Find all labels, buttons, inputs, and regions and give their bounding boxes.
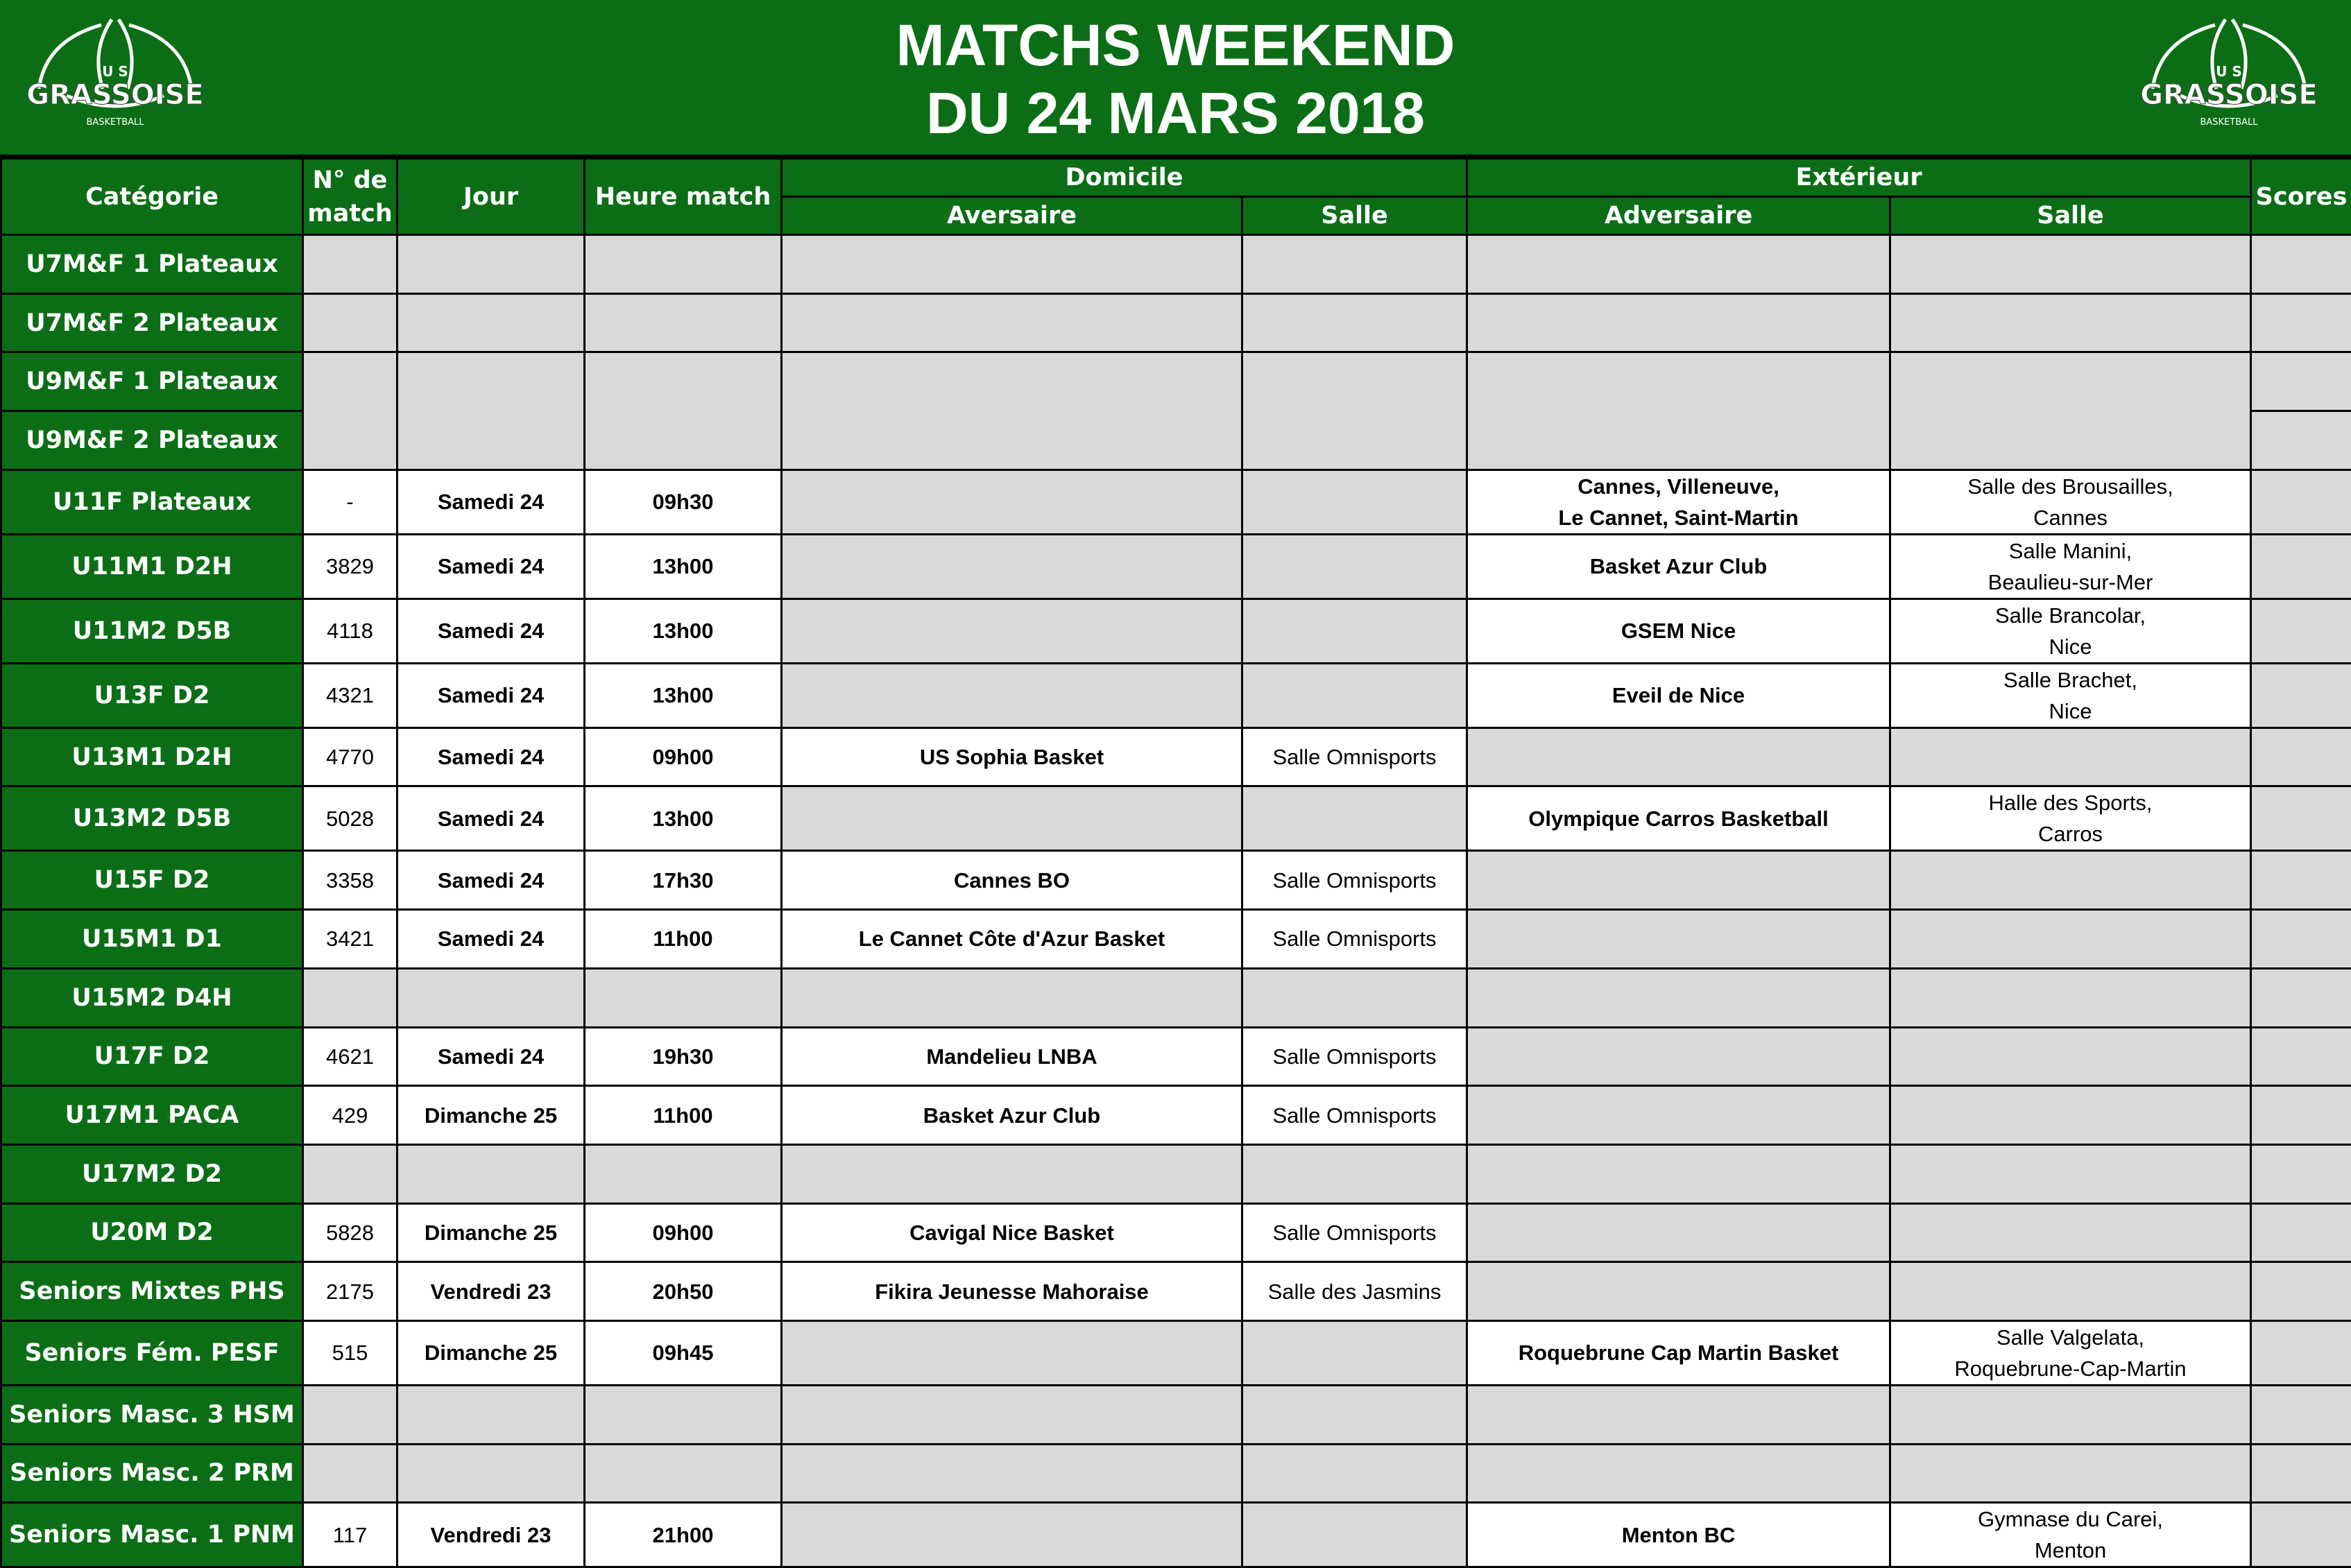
cell-heure: 13h00 bbox=[585, 598, 782, 663]
cell-ext-salle bbox=[1890, 1086, 2251, 1145]
cell-ext-adversaire bbox=[1467, 1144, 1890, 1203]
cell-num-match: 4621 bbox=[303, 1027, 397, 1086]
cell-heure bbox=[585, 293, 782, 352]
cell-categorie: U13M1 D2H bbox=[1, 727, 303, 786]
cell-dom-adversaire bbox=[782, 352, 1242, 469]
cell-score bbox=[2251, 411, 2351, 470]
cell-num-match: 515 bbox=[303, 1320, 397, 1385]
cell-dom-adversaire bbox=[782, 1144, 1242, 1203]
cell-score bbox=[2251, 235, 2351, 294]
table-row bbox=[1, 1262, 2351, 1321]
cell-num-match: 4321 bbox=[303, 663, 397, 727]
cell-dom-salle bbox=[1242, 1144, 1467, 1203]
cell-heure: 13h00 bbox=[585, 786, 782, 851]
table-row bbox=[1, 598, 2351, 663]
header-num-match: N° de match bbox=[303, 159, 397, 235]
table-header-row bbox=[1, 159, 2351, 197]
cell-score bbox=[2251, 1320, 2351, 1385]
club-logo-right bbox=[2139, 12, 2319, 134]
cell-ext-salle bbox=[1890, 910, 2251, 969]
cell-categorie: U17M1 PACA bbox=[1, 1086, 303, 1145]
cell-dom-adversaire: US Sophia Basket bbox=[782, 727, 1242, 786]
cell-ext-salle: Salle Brancolar, Nice bbox=[1890, 598, 2251, 663]
cell-jour bbox=[397, 235, 585, 294]
cell-jour: Samedi 24 bbox=[397, 598, 585, 663]
cell-num-match: 3358 bbox=[303, 851, 397, 910]
cell-ext-adversaire bbox=[1467, 1385, 1890, 1444]
cell-dom-salle bbox=[1242, 786, 1467, 851]
cell-jour bbox=[397, 968, 585, 1027]
header-domicile: Domicile bbox=[782, 159, 1467, 197]
cell-jour: Dimanche 25 bbox=[397, 1203, 585, 1262]
cell-dom-salle bbox=[1242, 469, 1467, 534]
cell-ext-salle bbox=[1890, 1444, 2251, 1503]
cell-score bbox=[2251, 1203, 2351, 1262]
cell-dom-adversaire bbox=[782, 469, 1242, 534]
logo-sub-text: BASKETBALL bbox=[86, 117, 144, 128]
header-jour: Jour bbox=[397, 159, 585, 235]
cell-jour: Samedi 24 bbox=[397, 786, 585, 851]
cell-ext-salle bbox=[1890, 851, 2251, 910]
cell-dom-adversaire bbox=[782, 1385, 1242, 1444]
cell-ext-adversaire bbox=[1467, 1027, 1890, 1086]
cell-score bbox=[2251, 293, 2351, 352]
cell-dom-salle: Salle Omnisports bbox=[1242, 727, 1467, 786]
cell-ext-adversaire bbox=[1467, 1262, 1890, 1321]
cell-dom-salle bbox=[1242, 663, 1467, 727]
header-categorie: Catégorie bbox=[1, 159, 303, 235]
cell-num-match bbox=[303, 293, 397, 352]
cell-heure: 09h30 bbox=[585, 469, 782, 534]
table-row bbox=[1, 352, 2351, 411]
cell-jour: Samedi 24 bbox=[397, 727, 585, 786]
cell-heure bbox=[585, 1385, 782, 1444]
cell-dom-adversaire bbox=[782, 534, 1242, 598]
cell-dom-salle bbox=[1242, 968, 1467, 1027]
cell-jour: Samedi 24 bbox=[397, 663, 585, 727]
cell-ext-adversaire bbox=[1467, 235, 1890, 294]
cell-dom-salle bbox=[1242, 1444, 1467, 1503]
cell-ext-adversaire: Eveil de Nice bbox=[1467, 663, 1890, 727]
header-dom-salle: Salle bbox=[1242, 197, 1467, 235]
logo-name-text: GRASSOISE bbox=[2140, 79, 2317, 111]
cell-dom-adversaire bbox=[782, 598, 1242, 663]
header-exterieur: Extérieur bbox=[1467, 159, 2251, 197]
cell-ext-salle: Halle des Sports, Carros bbox=[1890, 786, 2251, 851]
cell-ext-adversaire bbox=[1467, 1444, 1890, 1503]
cell-num-match: 4118 bbox=[303, 598, 397, 663]
cell-ext-salle bbox=[1890, 1262, 2251, 1321]
table-row bbox=[1, 1203, 2351, 1262]
cell-dom-adversaire: Basket Azur Club bbox=[782, 1086, 1242, 1145]
cell-score bbox=[2251, 352, 2351, 411]
header-scores: Scores bbox=[2251, 159, 2351, 235]
cell-score bbox=[2251, 1503, 2351, 1567]
cell-ext-adversaire: Cannes, Villeneuve, Le Cannet, Saint-Martin bbox=[1467, 469, 1890, 534]
table-row bbox=[1, 1027, 2351, 1086]
cell-dom-adversaire: Cavigal Nice Basket bbox=[782, 1203, 1242, 1262]
cell-score bbox=[2251, 534, 2351, 598]
cell-categorie: U11M1 D2H bbox=[1, 534, 303, 598]
cell-heure bbox=[585, 352, 782, 469]
cell-dom-salle: Salle Omnisports bbox=[1242, 1027, 1467, 1086]
cell-num-match: 3829 bbox=[303, 534, 397, 598]
cell-num-match: 429 bbox=[303, 1086, 397, 1145]
cell-heure: 09h45 bbox=[585, 1320, 782, 1385]
cell-categorie: U15M2 D4H bbox=[1, 968, 303, 1027]
cell-jour: Vendredi 23 bbox=[397, 1503, 585, 1567]
cell-jour: Samedi 24 bbox=[397, 851, 585, 910]
cell-num-match: 4770 bbox=[303, 727, 397, 786]
cell-score bbox=[2251, 1262, 2351, 1321]
cell-dom-adversaire: Cannes BO bbox=[782, 851, 1242, 910]
table-row bbox=[1, 910, 2351, 969]
cell-jour bbox=[397, 1144, 585, 1203]
cell-ext-salle: Salle Brachet, Nice bbox=[1890, 663, 2251, 727]
cell-score bbox=[2251, 469, 2351, 534]
cell-ext-adversaire bbox=[1467, 968, 1890, 1027]
table-row bbox=[1, 663, 2351, 727]
cell-dom-salle bbox=[1242, 352, 1467, 469]
table-row bbox=[1, 1086, 2351, 1145]
cell-score bbox=[2251, 727, 2351, 786]
cell-categorie: U7M&F 2 Plateaux bbox=[1, 293, 303, 352]
logo-us-text: U S bbox=[102, 63, 128, 80]
cell-dom-salle: Salle des Jasmins bbox=[1242, 1262, 1467, 1321]
cell-categorie: Seniors Masc. 3 HSM bbox=[1, 1385, 303, 1444]
cell-jour bbox=[397, 1444, 585, 1503]
table-row bbox=[1, 727, 2351, 786]
cell-dom-salle: Salle Omnisports bbox=[1242, 910, 1467, 969]
table-row bbox=[1, 1503, 2351, 1567]
cell-num-match bbox=[303, 352, 397, 469]
cell-dom-salle: Salle Omnisports bbox=[1242, 851, 1467, 910]
cell-categorie: U11F Plateaux bbox=[1, 469, 303, 534]
cell-categorie: U7M&F 1 Plateaux bbox=[1, 235, 303, 294]
cell-num-match: - bbox=[303, 469, 397, 534]
cell-score bbox=[2251, 851, 2351, 910]
cell-categorie: U13F D2 bbox=[1, 663, 303, 727]
cell-categorie: U11M2 D5B bbox=[1, 598, 303, 663]
cell-dom-salle bbox=[1242, 1385, 1467, 1444]
cell-num-match bbox=[303, 968, 397, 1027]
table-row bbox=[1, 968, 2351, 1027]
header-heure: Heure match bbox=[585, 159, 782, 235]
logo-us-text: U S bbox=[2216, 63, 2242, 80]
cell-heure: 19h30 bbox=[585, 1027, 782, 1086]
cell-score bbox=[2251, 1027, 2351, 1086]
cell-heure: 13h00 bbox=[585, 534, 782, 598]
cell-dom-salle: Salle Omnisports bbox=[1242, 1203, 1467, 1262]
cell-dom-salle bbox=[1242, 293, 1467, 352]
cell-dom-salle bbox=[1242, 598, 1467, 663]
cell-jour: Samedi 24 bbox=[397, 534, 585, 598]
cell-jour: Dimanche 25 bbox=[397, 1086, 585, 1145]
cell-ext-adversaire bbox=[1467, 727, 1890, 786]
cell-num-match: 3421 bbox=[303, 910, 397, 969]
table-row bbox=[1, 786, 2351, 851]
cell-ext-adversaire: Roquebrune Cap Martin Basket bbox=[1467, 1320, 1890, 1385]
cell-ext-salle bbox=[1890, 352, 2251, 469]
table-row bbox=[1, 1320, 2351, 1385]
cell-score bbox=[2251, 786, 2351, 851]
cell-ext-salle bbox=[1890, 1385, 2251, 1444]
cell-heure: 11h00 bbox=[585, 910, 782, 969]
cell-categorie: U15F D2 bbox=[1, 851, 303, 910]
cell-ext-adversaire: GSEM Nice bbox=[1467, 598, 1890, 663]
cell-jour: Samedi 24 bbox=[397, 910, 585, 969]
cell-jour: Vendredi 23 bbox=[397, 1262, 585, 1321]
cell-heure bbox=[585, 235, 782, 294]
cell-score bbox=[2251, 968, 2351, 1027]
cell-heure: 13h00 bbox=[585, 663, 782, 727]
cell-score bbox=[2251, 1385, 2351, 1444]
cell-dom-adversaire bbox=[782, 1444, 1242, 1503]
page-subtitle-date: DU 24 MARS 2018 bbox=[0, 78, 2351, 148]
cell-ext-salle: Salle Valgelata, Roquebrune-Cap-Martin bbox=[1890, 1320, 2251, 1385]
cell-dom-salle bbox=[1242, 1503, 1467, 1567]
header-dom-adversaire: Aversaire bbox=[782, 197, 1242, 235]
cell-score bbox=[2251, 1144, 2351, 1203]
cell-num-match: 5028 bbox=[303, 786, 397, 851]
cell-categorie: Seniors Masc. 2 PRM bbox=[1, 1444, 303, 1503]
cell-heure bbox=[585, 1444, 782, 1503]
cell-num-match bbox=[303, 1444, 397, 1503]
table-row bbox=[1, 851, 2351, 910]
cell-dom-adversaire: Mandelieu LNBA bbox=[782, 1027, 1242, 1086]
cell-jour bbox=[397, 293, 585, 352]
cell-dom-adversaire bbox=[782, 293, 1242, 352]
cell-heure: 09h00 bbox=[585, 1203, 782, 1262]
matches-table bbox=[0, 157, 2351, 1568]
cell-dom-adversaire: Le Cannet Côte d'Azur Basket bbox=[782, 910, 1242, 969]
cell-heure: 09h00 bbox=[585, 727, 782, 786]
table-row bbox=[1, 469, 2351, 534]
cell-num-match bbox=[303, 1144, 397, 1203]
cell-categorie: U20M D2 bbox=[1, 1203, 303, 1262]
cell-ext-adversaire bbox=[1467, 1203, 1890, 1262]
cell-dom-salle: Salle Omnisports bbox=[1242, 1086, 1467, 1145]
cell-jour: Samedi 24 bbox=[397, 469, 585, 534]
cell-categorie: Seniors Fém. PESF bbox=[1, 1320, 303, 1385]
cell-jour: Samedi 24 bbox=[397, 1027, 585, 1086]
cell-ext-adversaire bbox=[1467, 1086, 1890, 1145]
cell-ext-salle bbox=[1890, 1203, 2251, 1262]
cell-score bbox=[2251, 598, 2351, 663]
cell-num-match bbox=[303, 1385, 397, 1444]
cell-dom-adversaire bbox=[782, 968, 1242, 1027]
cell-ext-salle bbox=[1890, 293, 2251, 352]
cell-heure bbox=[585, 968, 782, 1027]
basketball-logo-icon bbox=[2139, 12, 2319, 134]
cell-ext-salle: Salle Manini, Beaulieu-sur-Mer bbox=[1890, 534, 2251, 598]
title-banner bbox=[0, 0, 2351, 157]
cell-ext-salle: Gymnase du Carei, Menton bbox=[1890, 1503, 2251, 1567]
cell-ext-salle bbox=[1890, 968, 2251, 1027]
header-ext-salle: Salle bbox=[1890, 197, 2251, 235]
cell-dom-adversaire bbox=[782, 786, 1242, 851]
cell-dom-adversaire bbox=[782, 1503, 1242, 1567]
cell-categorie: Seniors Mixtes PHS bbox=[1, 1262, 303, 1321]
cell-ext-salle: Salle des Brousailles, Cannes bbox=[1890, 469, 2251, 534]
cell-heure: 20h50 bbox=[585, 1262, 782, 1321]
cell-dom-adversaire bbox=[782, 1320, 1242, 1385]
cell-ext-adversaire bbox=[1467, 851, 1890, 910]
cell-num-match bbox=[303, 235, 397, 294]
cell-jour bbox=[397, 352, 585, 469]
page-title: MATCHS WEEKEND bbox=[0, 10, 2351, 80]
table-row bbox=[1, 534, 2351, 598]
logo-name-text: GRASSOISE bbox=[26, 79, 203, 111]
cell-ext-adversaire: Menton BC bbox=[1467, 1503, 1890, 1567]
cell-num-match: 117 bbox=[303, 1503, 397, 1567]
cell-ext-adversaire: Basket Azur Club bbox=[1467, 534, 1890, 598]
cell-ext-adversaire bbox=[1467, 910, 1890, 969]
cell-dom-salle bbox=[1242, 235, 1467, 294]
logo-sub-text: BASKETBALL bbox=[2200, 117, 2258, 128]
cell-ext-salle bbox=[1890, 727, 2251, 786]
cell-ext-salle bbox=[1890, 1027, 2251, 1086]
cell-dom-adversaire bbox=[782, 235, 1242, 294]
cell-ext-adversaire: Olympique Carros Basketball bbox=[1467, 786, 1890, 851]
table-row bbox=[1, 293, 2351, 352]
cell-categorie: U9M&F 2 Plateaux bbox=[1, 411, 303, 470]
cell-categorie: U15M1 D1 bbox=[1, 910, 303, 969]
cell-heure: 17h30 bbox=[585, 851, 782, 910]
cell-dom-adversaire bbox=[782, 663, 1242, 727]
header-ext-adversaire: Adversaire bbox=[1467, 197, 1890, 235]
cell-heure: 11h00 bbox=[585, 1086, 782, 1145]
cell-categorie: Seniors Masc. 1 PNM bbox=[1, 1503, 303, 1567]
table-row bbox=[1, 235, 2351, 294]
cell-heure: 21h00 bbox=[585, 1503, 782, 1567]
cell-categorie: U17F D2 bbox=[1, 1027, 303, 1086]
cell-ext-salle bbox=[1890, 235, 2251, 294]
cell-score bbox=[2251, 910, 2351, 969]
cell-ext-salle bbox=[1890, 1144, 2251, 1203]
cell-score bbox=[2251, 1086, 2351, 1145]
cell-categorie: U9M&F 1 Plateaux bbox=[1, 352, 303, 411]
cell-ext-adversaire bbox=[1467, 293, 1890, 352]
cell-categorie: U17M2 D2 bbox=[1, 1144, 303, 1203]
cell-heure bbox=[585, 1144, 782, 1203]
cell-jour bbox=[397, 1385, 585, 1444]
table-row bbox=[1, 1444, 2351, 1503]
cell-dom-adversaire: Fikira Jeunesse Mahoraise bbox=[782, 1262, 1242, 1321]
cell-categorie: U13M2 D5B bbox=[1, 786, 303, 851]
cell-score bbox=[2251, 1444, 2351, 1503]
cell-num-match: 2175 bbox=[303, 1262, 397, 1321]
table-row bbox=[1, 1144, 2351, 1203]
cell-score bbox=[2251, 663, 2351, 727]
cell-dom-salle bbox=[1242, 534, 1467, 598]
cell-jour: Dimanche 25 bbox=[397, 1320, 585, 1385]
table-row bbox=[1, 1385, 2351, 1444]
cell-ext-adversaire bbox=[1467, 352, 1890, 469]
cell-num-match: 5828 bbox=[303, 1203, 397, 1262]
cell-dom-salle bbox=[1242, 1320, 1467, 1385]
